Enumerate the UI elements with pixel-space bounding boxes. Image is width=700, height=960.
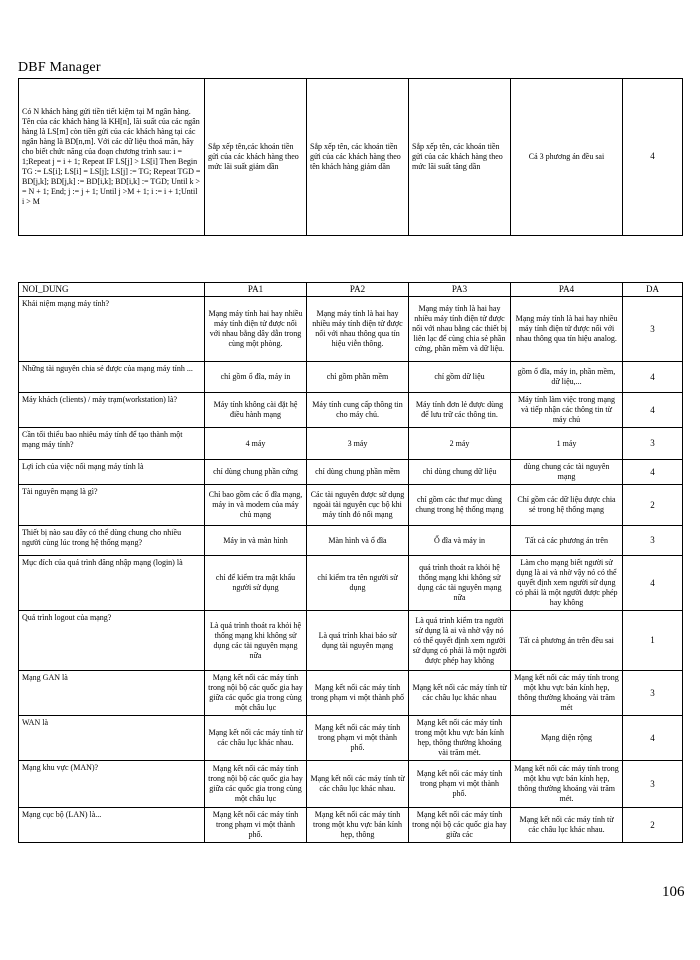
answer-pa1-cell: Máy in và màn hình (205, 526, 307, 556)
answer-pa3-cell: 2 máy (409, 428, 511, 460)
table-row (19, 485, 683, 526)
correct-answer-cell: 4 (623, 460, 683, 485)
answer-pa4-cell: gồm ổ đĩa, máy in, phần mềm, dữ liệu,... (511, 362, 623, 393)
top-question-table (18, 78, 683, 236)
page-number: 106 (662, 884, 685, 900)
question-cell: Mạng cục bộ (LAN) là... (19, 808, 205, 843)
answer-pa2-cell: chỉ dùng chung phần mềm (307, 460, 409, 485)
answer-pa4-cell: Tất cả phương án trên đều sai (511, 611, 623, 671)
question-cell: Cần tối thiểu bao nhiêu máy tính để tạo thành một mạng máy tính? (19, 428, 205, 460)
answer-pa3-cell: Máy tính đơn lẻ được dùng để lưu trữ các thông tin. (409, 393, 511, 428)
question-cell: Máy khách (clients) / máy trạm(workstation) là? (19, 393, 205, 428)
answer-pa2-cell: Mạng kết nối các máy tính trong phạm vi một thành phố (307, 671, 409, 716)
header-pa3: PA3 (409, 283, 511, 297)
answer-pa2-cell: Mạng kết nối các máy tính từ các châu lục khác nhau. (307, 761, 409, 808)
answer-pa1-cell: Mạng kết nối các máy tính trong nội bộ các quốc gia hay giữa các quốc gia trong cùng một châu lục (205, 761, 307, 808)
question-cell: Quá trình logout của mạng? (19, 611, 205, 671)
header-pa1: PA1 (205, 283, 307, 297)
question-table (18, 282, 683, 843)
correct-answer-cell: 2 (623, 485, 683, 526)
question-cell: Mục đích của quá trình đăng nhập mạng (login) là (19, 556, 205, 611)
correct-answer-cell: 4 (623, 716, 683, 761)
answer-pa4-cell: Máy tính làm việc trong mạng và tiếp nhận các thông tin từ máy chủ (511, 393, 623, 428)
table-row (19, 428, 683, 460)
table-row (19, 808, 683, 843)
correct-answer-cell: 2 (623, 808, 683, 843)
answer-pa3-cell: chỉ dùng chung dữ liệu (409, 460, 511, 485)
question-cell: Có N khách hàng gửi tiền tiết kiệm tại M ngân hàng. Tên của các khách hàng là KH[n], lãi suất của các ngân hàng là LS[m] còn tiền gửi của các khách hàng tại các ngân hàng là BD[n,m]. Với các dữ liệu thoả mãn, hãy cho biết chức năng của đoạn chương trình sau: i = 1;Repeat j = i + 1; Repeat IF LS[j] > LS[i] Then Begin TG := LS[i]; LS[i] = LS[j]; LS[j] := TG; Repeat TGD = BD[j,k]; BD[j,k] := BD[i,k]; BD[i,k] := TGD; Until k > = N + 1; End; j := j + 1; Until j >M + 1; i := i + 1;Until i > M (19, 79, 205, 236)
header-noi-dung: NOI_DUNG (19, 283, 205, 297)
answer-pa4-cell: 1 máy (511, 428, 623, 460)
answer-pa2-cell: 3 máy (307, 428, 409, 460)
answer-pa3-cell: chỉ gồm dữ liệu (409, 362, 511, 393)
table-row (19, 556, 683, 611)
answer-pa2-cell: chỉ kiểm tra tên người sử dụng (307, 556, 409, 611)
table-row (19, 671, 683, 716)
answer-pa1-cell: Mạng kết nối các máy tính từ các châu lục khác nhau. (205, 716, 307, 761)
answer-pa1-cell: Sắp xếp tên,các khoản tiền gửi của các khách hàng theo mức lãi suất giảm dần (205, 79, 307, 236)
answer-pa3-cell: Mạng kết nối các máy tính từ các châu lục khác nhau (409, 671, 511, 716)
table-row (19, 526, 683, 556)
answer-pa1-cell: Là quá trình thoát ra khỏi hệ thống mạng khi không sử dụng các tài nguyên mạng nữa (205, 611, 307, 671)
correct-answer-cell: 1 (623, 611, 683, 671)
answer-pa2-cell: Là quá trình khai báo sử dụng tài nguyên mạng (307, 611, 409, 671)
answer-pa4-cell: Cả 3 phương án đều sai (511, 79, 623, 236)
question-cell: Lợi ích của việc nối mạng máy tính là (19, 460, 205, 485)
question-cell: Mạng khu vực (MAN)? (19, 761, 205, 808)
correct-answer-cell: 4 (623, 393, 683, 428)
question-cell: Những tài nguyên chia sẻ được của mạng máy tính ... (19, 362, 205, 393)
header-pa2: PA2 (307, 283, 409, 297)
header-row (19, 283, 683, 297)
table-row (19, 362, 683, 393)
answer-pa2-cell: Sắp xếp tên, các khoản tiền gửi của các khách hàng theo tên khách hàng giảm dần (307, 79, 409, 236)
correct-answer-cell: 4 (623, 362, 683, 393)
header-da: DA (623, 283, 683, 297)
correct-answer-cell: 3 (623, 671, 683, 716)
answer-pa1-cell: chỉ gồm ổ đĩa, máy in (205, 362, 307, 393)
answer-pa4-cell: Mạng diện rộng (511, 716, 623, 761)
answer-pa2-cell: chỉ gồm phần mềm (307, 362, 409, 393)
answer-pa4-cell: Chỉ gồm các dữ liệu được chia sẻ trong hệ thống mạng (511, 485, 623, 526)
answer-pa4-cell: Mạng máy tính là hai hay nhiều máy tính điện tử được nối với nhau thông qua tín hiệu analog. (511, 297, 623, 362)
answer-pa3-cell: Mạng kết nối các máy tính trong nội bộ các quốc gia hay giữa các (409, 808, 511, 843)
correct-answer-cell: 3 (623, 761, 683, 808)
answer-pa2-cell: Mạng kết nối các máy tính trong phạm vi một thành phố. (307, 716, 409, 761)
correct-answer-cell: 4 (623, 556, 683, 611)
answer-pa3-cell: Mạng kết nối các máy tính trong phạm vi một thành phố. (409, 761, 511, 808)
answer-pa2-cell: Máy tính cung cấp thông tin cho máy chủ. (307, 393, 409, 428)
table-row (19, 761, 683, 808)
correct-answer-cell: 3 (623, 526, 683, 556)
correct-answer-cell: 3 (623, 428, 683, 460)
answer-pa1-cell: Máy tính không cài đặt hệ điều hành mạng (205, 393, 307, 428)
answer-pa2-cell: Mạng máy tính là hai hay nhiều máy tính điện tử được nối với nhau thông qua tín hiệu viễn thông. (307, 297, 409, 362)
table-row (19, 460, 683, 485)
table-row (19, 716, 683, 761)
answer-pa3-cell: Mạng máy tính là hai hay nhiều máy tính điện tử được nối với nhau bằng các thiết bị liên lạc để cùng chia sẻ phần cứng, phần mềm và dữ liệu. (409, 297, 511, 362)
question-cell: Khái niệm mạng máy tính? (19, 297, 205, 362)
answer-pa4-cell: Mạng kết nối các máy tính trong một khu vực bán kính hẹp, thông thường khoảng vài trăm mét. (511, 761, 623, 808)
answer-pa2-cell: Mạng kết nối các máy tính trong một khu vực bán kính hẹp, thông (307, 808, 409, 843)
correct-answer-cell: 4 (623, 79, 683, 236)
page-title: DBF Manager (18, 60, 101, 75)
answer-pa3-cell: Sắp xếp tên, các khoản tiền gửi của các khách hàng theo mức lãi suất tăng dần (409, 79, 511, 236)
table-row (19, 297, 683, 362)
answer-pa4-cell: Mạng kết nối các máy tính trong một khu vực bán kính hẹp, thông thường khoảng vài trăm mét (511, 671, 623, 716)
table-row (19, 611, 683, 671)
answer-pa1-cell: chỉ để kiểm tra mật khẩu người sử dụng (205, 556, 307, 611)
answer-pa3-cell: quá trình thoát ra khỏi hệ thống mạng khi không sử dụng các tài nguyên mạng nữa (409, 556, 511, 611)
answer-pa2-cell: Các tài nguyên được sử dụng ngoài tài nguyên cục bộ khi máy tính đó nối mạng (307, 485, 409, 526)
answer-pa4-cell: dùng chung các tài nguyên mạng (511, 460, 623, 485)
question-cell: Mạng GAN là (19, 671, 205, 716)
answer-pa1-cell: Mạng kết nối các máy tính trong phạm vi một thành phố. (205, 808, 307, 843)
answer-pa1-cell: Mạng máy tính hai hay nhiều máy tính điện tử được nối với nhau bằng dây dẫn trong cùng một phòng. (205, 297, 307, 362)
answer-pa3-cell: chỉ gồm các thư mục dùng chung trong hệ thống mạng (409, 485, 511, 526)
correct-answer-cell: 3 (623, 297, 683, 362)
answer-pa3-cell: Là quá trình kiểm tra người sử dụng là ai và nhờ vậy nó có thể quyết định xem người sử dụng có phải là một người được phép hay không (409, 611, 511, 671)
answer-pa2-cell: Màn hình và ổ đĩa (307, 526, 409, 556)
answer-pa4-cell: Làm cho mạng biết người sử dụng là ai và nhờ vậy nó có thể quyết định xem người sử dụng có phải là một người được phép hay không (511, 556, 623, 611)
question-cell: WAN là (19, 716, 205, 761)
question-cell: Tài nguyên mạng là gì? (19, 485, 205, 526)
answer-pa3-cell: Mạng kết nối các máy tính trong một khu vực bán kính hẹp, thông thường khoảng vài trăm mét. (409, 716, 511, 761)
answer-pa4-cell: Mạng kết nối các máy tính từ các châu lục khác nhau. (511, 808, 623, 843)
table-row (19, 79, 683, 236)
answer-pa1-cell: Chỉ bao gồm các ổ đĩa mạng, máy in và modem của máy chủ mạng (205, 485, 307, 526)
answer-pa1-cell: 4 máy (205, 428, 307, 460)
table-row (19, 393, 683, 428)
answer-pa4-cell: Tất cả các phương án trên (511, 526, 623, 556)
answer-pa1-cell: chỉ dùng chung phần cứng (205, 460, 307, 485)
answer-pa1-cell: Mạng kết nối các máy tính trong nội bộ các quốc gia hay giữa các quốc gia trong cùng một châu lục (205, 671, 307, 716)
header-pa4: PA4 (511, 283, 623, 297)
answer-pa3-cell: Ổ đĩa và máy in (409, 526, 511, 556)
question-cell: Thiết bị nào sau đây có thể dùng chung cho nhiều người cùng lúc trong hệ thống mạng? (19, 526, 205, 556)
